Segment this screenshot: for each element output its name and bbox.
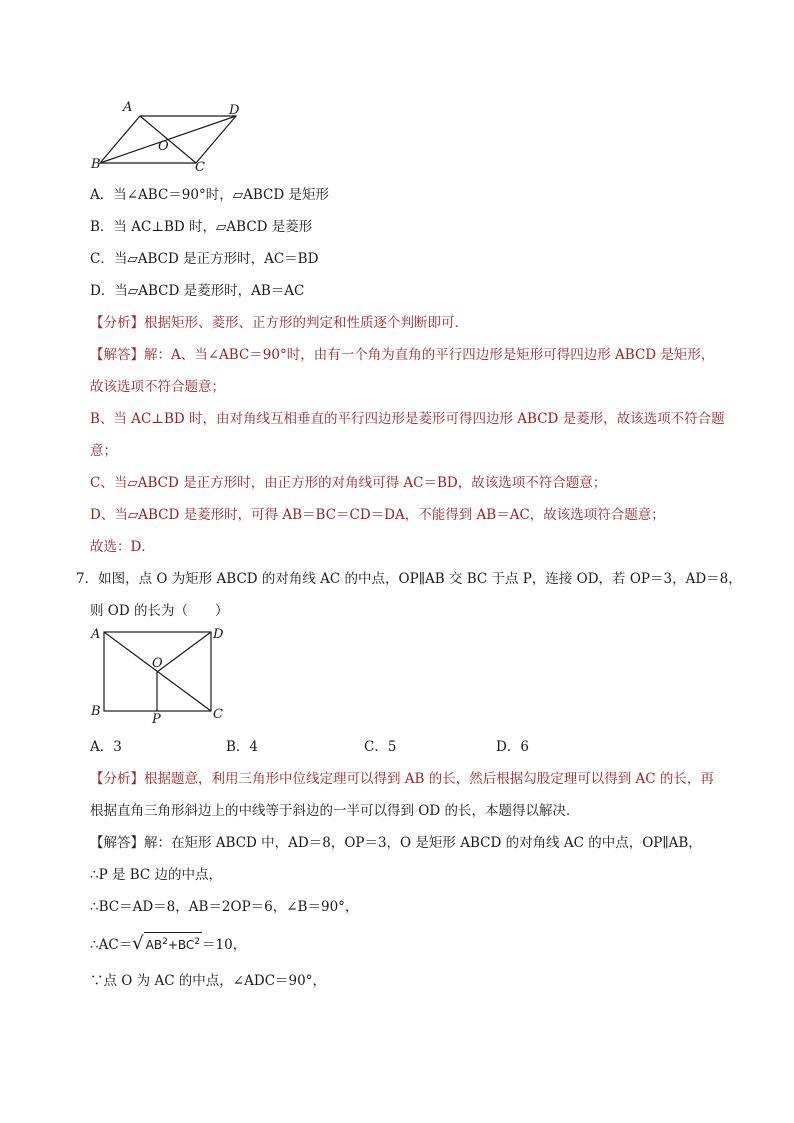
q6-solution-line-6: D、当▱ABCD 是菱形时，可得 AB＝BC＝CD＝DA，不能得到 AB＝AC，故该选项符合题意； <box>90 507 665 523</box>
label-O-1: O <box>158 139 169 154</box>
q6-solution-line-4: 意； <box>90 443 117 459</box>
label-B-1: B <box>91 157 101 172</box>
label-D-1: D <box>229 103 240 118</box>
rectangle-diagram <box>104 632 224 717</box>
q6-solution-line-1: 【解答】解：A、当∠ABC＝90°时，由有一个角为直角的平行四边形是矩形可得四边形 ABCD 是矩形， <box>90 347 715 363</box>
q7-solution-line-1: 【解答】解：在矩形 ABCD 中，AD＝8，OP＝3，O 是矩形 ABCD 的对角线 AC 的中点，OP∥AB， <box>90 835 702 851</box>
q7-option-a: A．3 <box>90 739 122 755</box>
label-B-2: B <box>91 704 101 719</box>
q7-option-c: C．5 <box>364 739 397 755</box>
label-D-2: D <box>213 627 224 642</box>
label-A-1: A <box>123 100 133 115</box>
formula-suffix: ＝10， <box>202 937 247 953</box>
q7-solution-line-3: ∴BC＝AD＝8，AB＝2OP＝6，∠B＝90°， <box>90 899 359 915</box>
sqrt-sign: √ <box>132 933 144 954</box>
q6-option-c: C．当▱ABCD 是正方形时，AC＝BD <box>90 251 319 267</box>
formula-prefix: ∴AC＝ <box>90 937 133 953</box>
q6-solution-line-5: C、当▱ABCD 是正方形时，由正方形的对角线可得 AC＝BD，故该选项不符合题意； <box>90 475 607 491</box>
q7-analysis-line-1: 【分析】根据题意，利用三角形中位线定理可以得到 AB 的长，然后根据勾股定理可以得到 AC 的长，再 <box>90 771 714 787</box>
label-A-2: A <box>91 627 101 642</box>
q6-option-a: A．当∠ABC＝90°时，▱ABCD 是矩形 <box>90 187 329 203</box>
q7-stem-line-1: 7．如图，点 O 为矩形 ABCD 的对角线 AC 的中点，OP∥AB 交 BC 于点 P，连接 OD，若 OP＝3，AD＝8， <box>76 571 742 587</box>
q6-solution-line-2: 故该选项不符合题意； <box>90 379 225 395</box>
label-C-2: C <box>213 707 223 722</box>
q7-solution-line-2: ∴P 是 BC 边的中点， <box>90 867 223 883</box>
label-C-1: C <box>195 160 205 175</box>
q6-option-b: B．当 AC⊥BD 时，▱ABCD 是菱形 <box>90 219 313 235</box>
label-O-2: O <box>152 656 163 671</box>
q7-analysis-line-2: 根据直角三角形斜边上的中线等于斜边的一半可以得到 OD 的长，本题得以解决． <box>90 803 580 819</box>
q7-formula <box>90 932 246 954</box>
q7-stem-line-2: 则 OD 的长为（ ） <box>90 603 229 619</box>
q6-solution-line-3: B、当 AC⊥BD 时，由对角线互相垂直的平行四边形是菱形可得四边形 ABCD 是菱形，故该选项不符合题 <box>90 411 725 427</box>
sqrt-radicand: $AB^2+BC^2$ <box>144 932 202 954</box>
q7-option-d: D．6 <box>496 739 529 755</box>
label-P-2: P <box>152 712 161 727</box>
q6-analysis: 【分析】根据矩形、菱形、正方形的判定和性质逐个判断即可． <box>90 315 468 331</box>
q7-option-b: B．4 <box>226 739 259 755</box>
q6-solution-line-7: 故选：D． <box>90 539 155 555</box>
q7-solution-last: ∵点 O 为 AC 的中点，∠ADC＝90°， <box>90 973 326 989</box>
q6-option-d: D．当▱ABCD 是菱形时，AB＝AC <box>90 283 305 299</box>
